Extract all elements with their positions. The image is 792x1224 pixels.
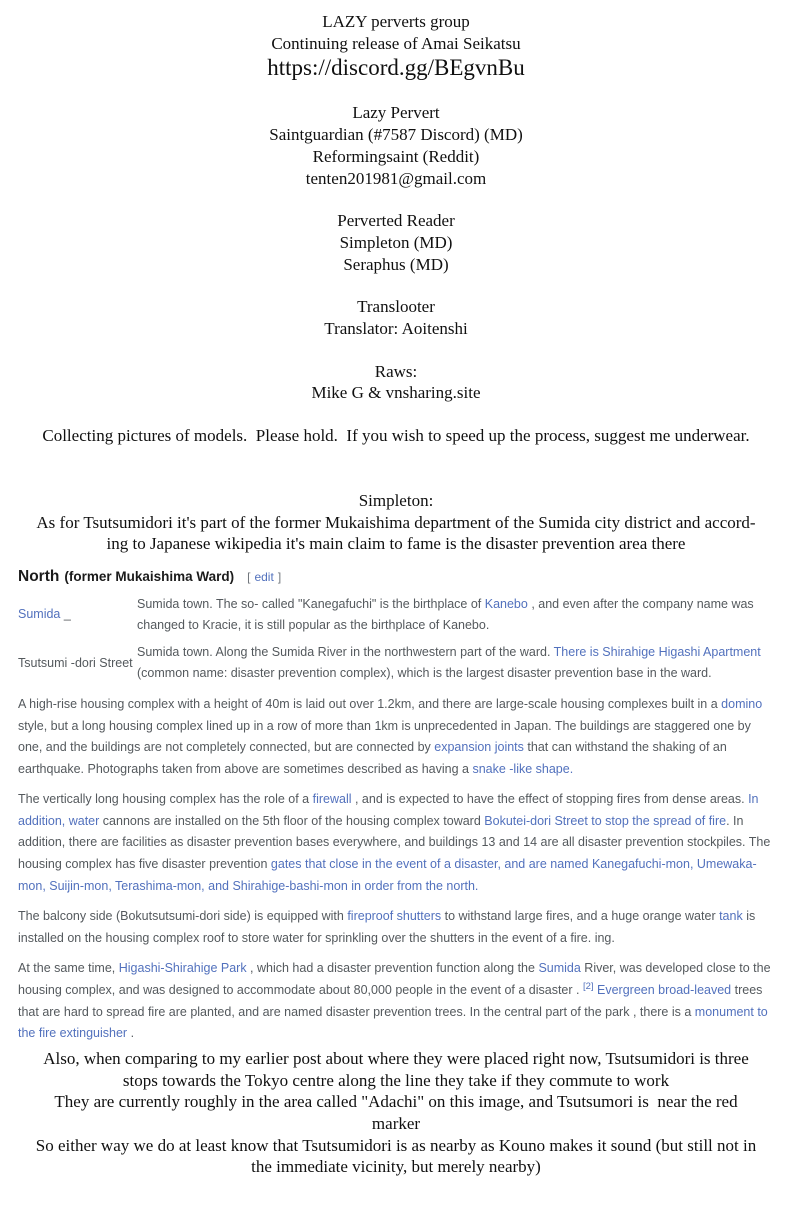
text-segment: Sumida town. The so- called "Kanegafuchi" is the birthplace of	[137, 596, 485, 611]
wiki-link[interactable]: Evergreen broad-leaved	[597, 983, 732, 998]
credit-member: Simpleton (MD)	[339, 232, 453, 252]
wiki-table-row	[18, 594, 777, 637]
wiki-row-label	[18, 594, 137, 637]
credit-member: Saintguardian (#7587 Discord) (MD)	[269, 125, 523, 145]
group-name: LAZY perverts group	[322, 12, 470, 31]
wiki-link[interactable]: firewall	[312, 792, 352, 807]
text-segment: _	[60, 607, 71, 622]
notice-line: Collecting pictures of models. Please hold. If you wish to speed up the process, suggest me underwear.	[42, 426, 750, 446]
commentary-outro-line: They are currently roughly in the area called "Adachi" on this image, and Tsutsumori is near the red	[54, 1092, 738, 1112]
edit-bracket-close: ]	[277, 569, 282, 584]
text-segment: At the same time,	[18, 961, 119, 976]
wiki-row-desc	[137, 642, 777, 685]
commentary-outro-line: marker	[371, 1113, 421, 1133]
wiki-link[interactable]: fireproof shutters	[347, 909, 442, 924]
text-segment: that can withstand the shaking of an earthquake. Photographs taken from above are sometimes described as having a	[18, 740, 731, 776]
wiki-paragraph	[18, 694, 777, 780]
commentary-intro-line: ing to Japanese wikipedia it's main claim to fame is the disaster prevention area there	[106, 534, 686, 554]
edit-bracket-open: [	[247, 569, 251, 584]
commentary-outro-line: the immediate vicinity, but merely nearby)	[251, 1157, 541, 1177]
section-edit	[247, 567, 281, 589]
text-segment: is installed on the housing complex roof to store water for sprinkling over the shutters in the event of a fire. ing.	[18, 909, 759, 945]
wiki-link[interactable]: Bokutei-dori Street to stop the spread of fire	[484, 813, 727, 828]
wiki-link[interactable]: Higashi-Shirahige Park	[118, 961, 247, 976]
text-segment: to withstand large fires, and a huge orange water	[441, 909, 720, 924]
wiki-link[interactable]: snake -like shape.	[472, 761, 574, 776]
commentary-outro	[0, 1048, 792, 1178]
wiki-row-label	[18, 642, 137, 685]
commentary-outro-line: stops towards the Tokyo centre along the line they take if they commute to work	[122, 1070, 670, 1090]
commentary-outro-line: So either way we do at least know that Tsutsumidori is as nearby as Kouno makes it sound (but still not in	[35, 1135, 757, 1155]
discord-url: https://discord.gg/BEgvnBu	[267, 55, 525, 81]
wiki-heading-title: North	[18, 567, 60, 585]
wiki-paragraph	[18, 789, 777, 897]
wiki-link[interactable]: Sumida	[538, 961, 581, 976]
text-segment: , and is expected to have the effect of stopping fires from dense areas.	[351, 792, 749, 807]
wiki-link[interactable]: Sumida	[18, 607, 61, 622]
group-title-perverted-reader: Perverted Reader	[337, 211, 455, 231]
text-segment: style, but a long housing complex lined up in a row of more than 1km is unprecedented in Japan. The buildings are staggered one by one, and the buildings are not completely connected, but are connected by	[18, 696, 766, 755]
edit-link[interactable]: edit	[254, 569, 274, 584]
text-segment: , which had a disaster prevention function along the	[246, 961, 539, 976]
text-segment: trees that are hard to spread fire are planted, and are named disaster prevention trees. In the central part of the park , there is a	[18, 983, 766, 1019]
credit-member-email: tenten201981@gmail.com	[305, 168, 487, 188]
commentary-intro-line: As for Tsutsumidori it's part of the former Mukaishima department of the Sumida city district and accord-	[36, 512, 756, 532]
wiki-link[interactable]: expansion joints	[434, 740, 524, 755]
group-title-translooter: Translooter	[357, 297, 435, 317]
wiki-link[interactable]: domino	[721, 696, 763, 711]
wiki-link[interactable]: monument to the fire extinguisher	[18, 1004, 772, 1041]
credit-member: Mike G & vnsharing.site	[311, 383, 481, 403]
text-segment: (common name: disaster prevention complex), which is the largest disaster prevention base in the ward.	[137, 644, 765, 681]
wiki-heading-subtitle: (former Mukaishima Ward)	[64, 568, 235, 584]
text-segment: . In addition, there are facilities as disaster prevention bases everywhere, and buildings 13 and 14 are all disaster prevention stockpiles. The housing complex has five disaster prevention	[18, 813, 774, 872]
wiki-table-row	[18, 642, 777, 685]
release-line: Continuing release of Amai Seikatsu	[271, 33, 521, 53]
wiki-link[interactable]: In addition, water	[18, 792, 762, 828]
credit-member: Seraphus (MD)	[343, 254, 449, 274]
text-segment: River, was developed close to the housing complex, and was designed to accommodate about 80,000 people in the event of a disaster .	[18, 961, 775, 998]
credit-member: Reformingsaint (Reddit)	[312, 146, 480, 166]
wiki-paragraph	[18, 906, 777, 949]
group-title-lazy-pervert: Lazy Pervert	[352, 103, 440, 123]
text-segment: .	[127, 1026, 135, 1041]
wiki-link[interactable]: There is Shirahige Higashi Apartment	[553, 644, 761, 659]
credits-header	[0, 11, 792, 81]
wiki-link[interactable]: gates that close in the event of a disaster, and are named Kanegafuchi-mon, Umewaka-mon, Suijin-mon, Terashima-mon, and Shirahige-bashi-mon in order from the north.	[18, 857, 757, 893]
wiki-section-heading	[18, 566, 777, 589]
wiki-excerpt	[0, 566, 792, 1045]
text-segment: The vertically long housing complex has the role of a	[18, 792, 313, 807]
commentary-outro-line: Also, when comparing to my earlier post about where they were placed right now, Tsutsumidori is three	[43, 1048, 749, 1068]
text-segment: Sumida town. Along the Sumida River in the northwestern part of the ward.	[137, 644, 554, 659]
wiki-table	[18, 594, 777, 685]
text-segment: The balcony side (Bokutsutsumi-dori side) is equipped with	[18, 909, 348, 924]
credits-groups	[0, 102, 792, 404]
credit-member: Translator: Aoitenshi	[324, 319, 468, 339]
commentary-intro	[0, 490, 792, 555]
text-segment: cannons are installed on the 5th floor of the housing complex toward	[99, 813, 485, 828]
wiki-paragraph	[18, 958, 777, 1044]
wiki-link[interactable]: tank	[719, 909, 743, 924]
group-title-raws: Raws:	[374, 361, 418, 381]
text-segment: Tsutsumi -dori Street	[18, 655, 133, 670]
commentary-author: Simpleton:	[358, 490, 434, 510]
wiki-row-desc	[137, 594, 777, 637]
text-segment: A high-rise housing complex with a height of 40m is laid out over 1.2km, and there are large-scale housing complexes built in a	[18, 696, 722, 711]
wiki-link[interactable]: [2]	[582, 980, 594, 992]
wiki-link[interactable]: Kanebo	[484, 596, 528, 611]
text-segment: , and even after the company name was changed to Kracie, it is still popular as the birthplace of Kanebo.	[137, 596, 758, 633]
